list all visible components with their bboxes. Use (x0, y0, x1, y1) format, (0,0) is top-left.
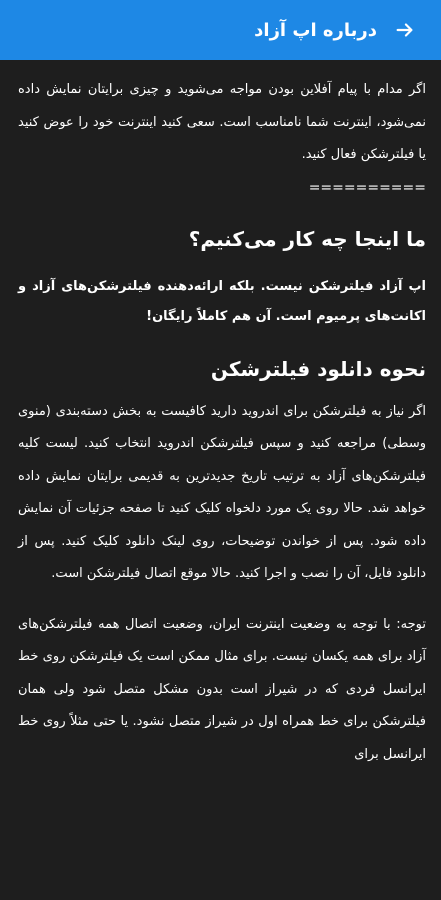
arrow-right-icon (394, 19, 416, 41)
heading-how-to-download: نحوه دانلود فیلترشکن (210, 356, 426, 381)
note-paragraph: توجه: با توجه به وضعیت اینترنت ایران، وضعیت اتصال همه فیلترشکن‌های آزاد برای همه یکسان نیست. برای مثال ممکن است یک فیلترشکن روی خط ایرانسل فردی که در شیراز است بدون مشکل متصل شود ولی همان فیلترشکن برای خط همراه اول در شیراز متصل نشود. یا حتی مثلاً روی خط ایرانسل برای (18, 616, 426, 762)
paragraph-spacer (18, 591, 426, 609)
download-paragraph: اگر نیاز به فیلترشکن برای اندروید دارید کافیست به بخش دسته‌بندی (منوی وسطی) مراجعه کنید و سپس فیلترشکن اندروید انتخاب کنید. لیست کلیه فیلترشکن‌های آزاد به ترتیب تاریخ جدیدترین به قدیمی برایتان نمایش داده خواهد شد. حالا روی یک مورد دلخواه کلیک کنید تا صفحه جزئیات آن نمایش داده شود. پس از خواندن توضیحات، روی لینک دانلود کلیک کنید. پس از دانلود فایل، آن را نصب و اجرا کنید. حالا موقع اتصال فیلترشکن است. (18, 403, 426, 581)
intro-paragraph: اگر مدام با پیام آفلاین بودن مواجه می‌شوید و چیزی برایتان نمایش داده نمی‌شود، اینترنت شما نامناسب است. سعی کنید اینترنت خود را عوض کنید یا فیلترشکن فعال کنید. (18, 82, 426, 162)
about-content[interactable] (0, 60, 441, 900)
divider-line: ========== (308, 179, 426, 196)
back-button[interactable] (383, 8, 427, 52)
page-title: درباره اپ آزاد (254, 19, 377, 41)
what-we-do-paragraph: اپ آزاد فیلترشکن نیست. بلکه ارائه‌دهنده فیلترشکن‌های آزاد و اکانت‌های پرمیوم است. آن هم کاملاً رایگان! (18, 278, 426, 324)
heading-what-we-do: ما اینجا چه کار می‌کنیم؟ (188, 226, 426, 251)
app-bar (0, 0, 441, 60)
